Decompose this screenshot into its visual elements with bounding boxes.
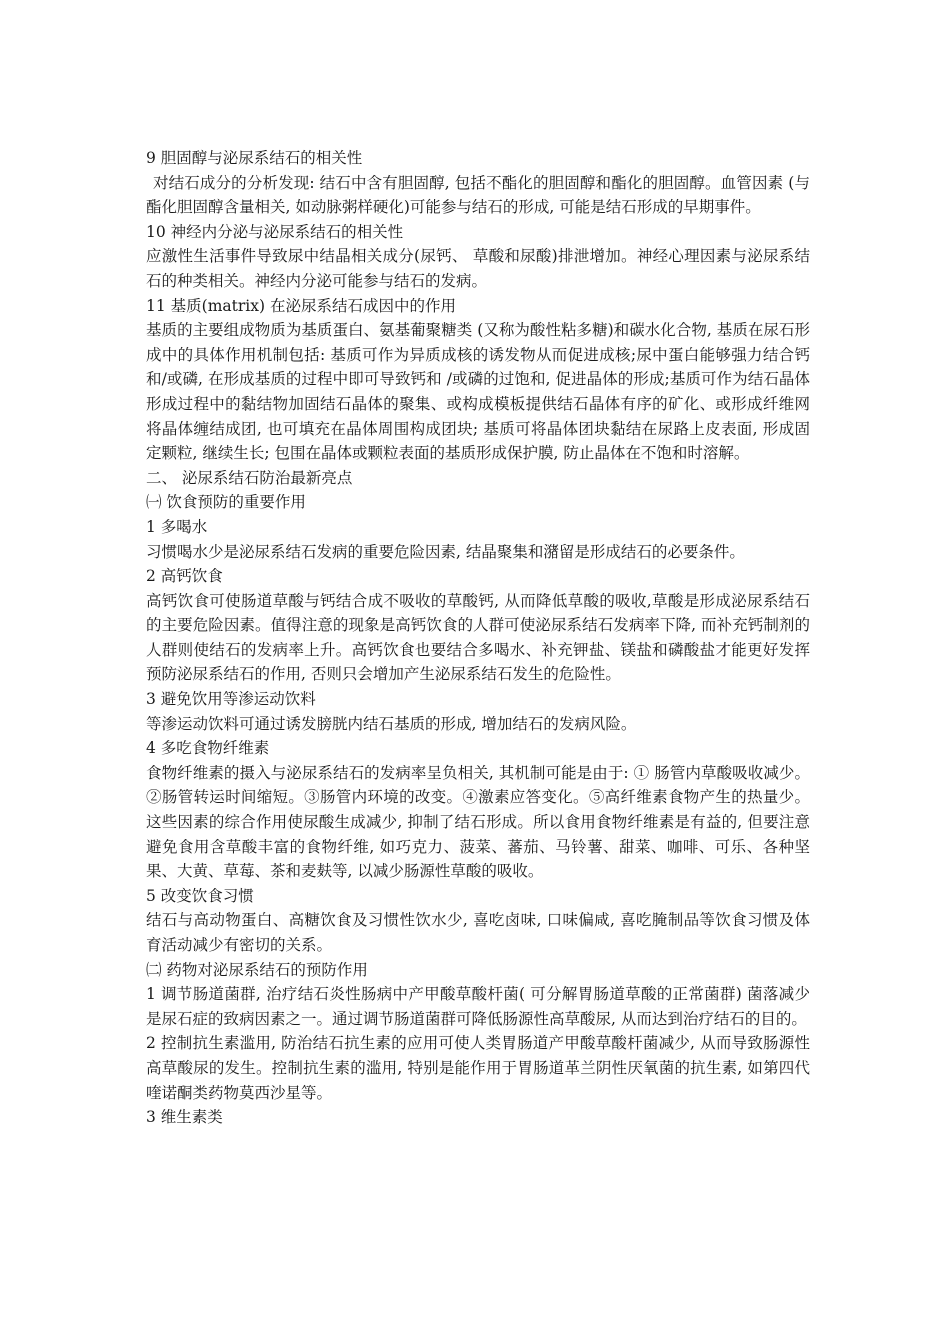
section-heading: 9 胆固醇与泌尿系结石的相关性 bbox=[146, 149, 363, 167]
body-paragraph: 对结石成分的分析发现: 结石中含有胆固醇, 包括不酯化的胆固醇和酯化的胆固醇。血管因素 (与酯化胆固醇含量相关, 如动脉粥样硬化)可能参与结石的形成, 可能是结石形成的早期事件。 bbox=[146, 173, 810, 217]
section-heading: 二、 泌尿系结石防治最新亮点 bbox=[146, 468, 353, 487]
body-paragraph: 基质的主要组成物质为基质蛋白、氨基葡聚糖类 (又称为酸性粘多糖)和碳水化合物, 基质在尿石形成中的具体作用机制包括: 基质可作为异质成核的诱发物从而促进成核;尿中蛋白能够强力结合钙和/或磷, 在形成基质的过程中即可导致钙和 /或磷的过饱和, 促进晶体的形成;基质可作为结石晶体形成过程中的黏结物加固结石晶体的聚集、或构成模板提供结石晶体有序的矿化、或形成纤维网将晶体缠结成团, 也可填充在晶体周围构成团块; 基质可将晶体团块黏结在尿路上皮表面, 形成固定颗粒, 继续生长; 包围在晶体或颗粒表面的基质形成保护膜, 防止晶体在不饱和时溶解。 bbox=[146, 321, 810, 463]
body-paragraph: 结石与高动物蛋白、高糖饮食及习惯性饮水少, 喜吃卤味, 口味偏咸, 喜吃腌制品等饮食习惯及体育活动减少有密切的关系。 bbox=[146, 911, 810, 954]
item-heading: 3 维生素类 bbox=[146, 1108, 223, 1127]
body-paragraph: 高钙饮食可使肠道草酸与钙结合成不吸收的草酸钙, 从而降低草酸的吸收,草酸是形成泌尿系结石的主要危险因素。值得注意的现象是高钙饮食的人群可使泌尿系结石发病率下降, 而补充钙制剂的人群则使结石的发病率上升。高钙饮食也要结合多喝水、补充钾盐、镁盐和磷酸盐才能更好发挥预防泌尿系结石的作用, 否则只会增加产生泌尿系结石发生的危险性。 bbox=[146, 591, 810, 684]
item-heading: 1 多喝水 bbox=[146, 517, 208, 536]
body-paragraph: 等渗运动饮料可通过诱发膀胱内结石基质的形成, 增加结石的发病风险。 bbox=[146, 714, 637, 733]
item-heading: 5 改变饮食习惯 bbox=[146, 886, 254, 905]
body-paragraph: 习惯喝水少是泌尿系结石发病的重要危险因素, 结晶聚集和潴留是形成结石的必要条件。 bbox=[146, 542, 745, 561]
item-heading: 3 避免饮用等渗运动饮料 bbox=[146, 690, 316, 709]
subsection-heading: ㈡ 药物对泌尿系结石的预防作用 bbox=[146, 960, 368, 979]
item-heading: 4 多吃食物纤维素 bbox=[146, 739, 270, 758]
body-paragraph: 2 控制抗生素滥用, 防治结石抗生素的应用可使人类胃肠道产甲酸草酸杆菌减少, 从而导致肠源性高草酸尿的发生。控制抗生素的滥用, 特别是能作用于胃肠道革兰阴性厌氧菌的抗生素, 如第四代喹诺酮类药物莫西沙星等。 bbox=[146, 1034, 810, 1102]
body-paragraph: 应激性生活事件导致尿中结晶相关成分(尿钙、 草酸和尿酸)排泄增加。神经心理因素与泌尿系结石的种类相关。神经内分泌可能参与结石的发病。 bbox=[146, 247, 810, 290]
section-heading: 10 神经内分泌与泌尿系结石的相关性 bbox=[146, 222, 404, 241]
document-page bbox=[146, 146, 810, 1130]
subsection-heading: ㈠ 饮食预防的重要作用 bbox=[146, 493, 306, 512]
body-paragraph: 食物纤维素的摄入与泌尿系结石的发病率呈负相关, 其机制可能是由于: ① 肠管内草酸吸收减少。②肠管转运时间缩短。③肠管内环境的改变。④激素应答变化。⑤高纤维素食物产生的热量少。这些因素的综合作用使尿酸生成减少, 抑制了结石形成。所以食用食物纤维素是有益的, 但要注意避免食用含草酸丰富的食物纤维, 如巧克力、菠菜、蕃茄、马铃薯、甜菜、咖啡、可乐、各种坚果、大黄、草莓、茶和麦麸等, 以减少肠源性草酸的吸收。 bbox=[146, 763, 810, 881]
body-paragraph: 1 调节肠道菌群, 治疗结石炎性肠病中产甲酸草酸杆菌( 可分解胃肠道草酸的正常菌群) 菌落减少是尿石症的致病因素之一。通过调节肠道菌群可降低肠源性高草酸尿, 从而达到治疗结石的目的。 bbox=[146, 985, 810, 1028]
section-heading: 11 基质(matrix) 在泌尿系结石成因中的作用 bbox=[146, 296, 456, 315]
item-heading: 2 高钙饮食 bbox=[146, 567, 223, 586]
